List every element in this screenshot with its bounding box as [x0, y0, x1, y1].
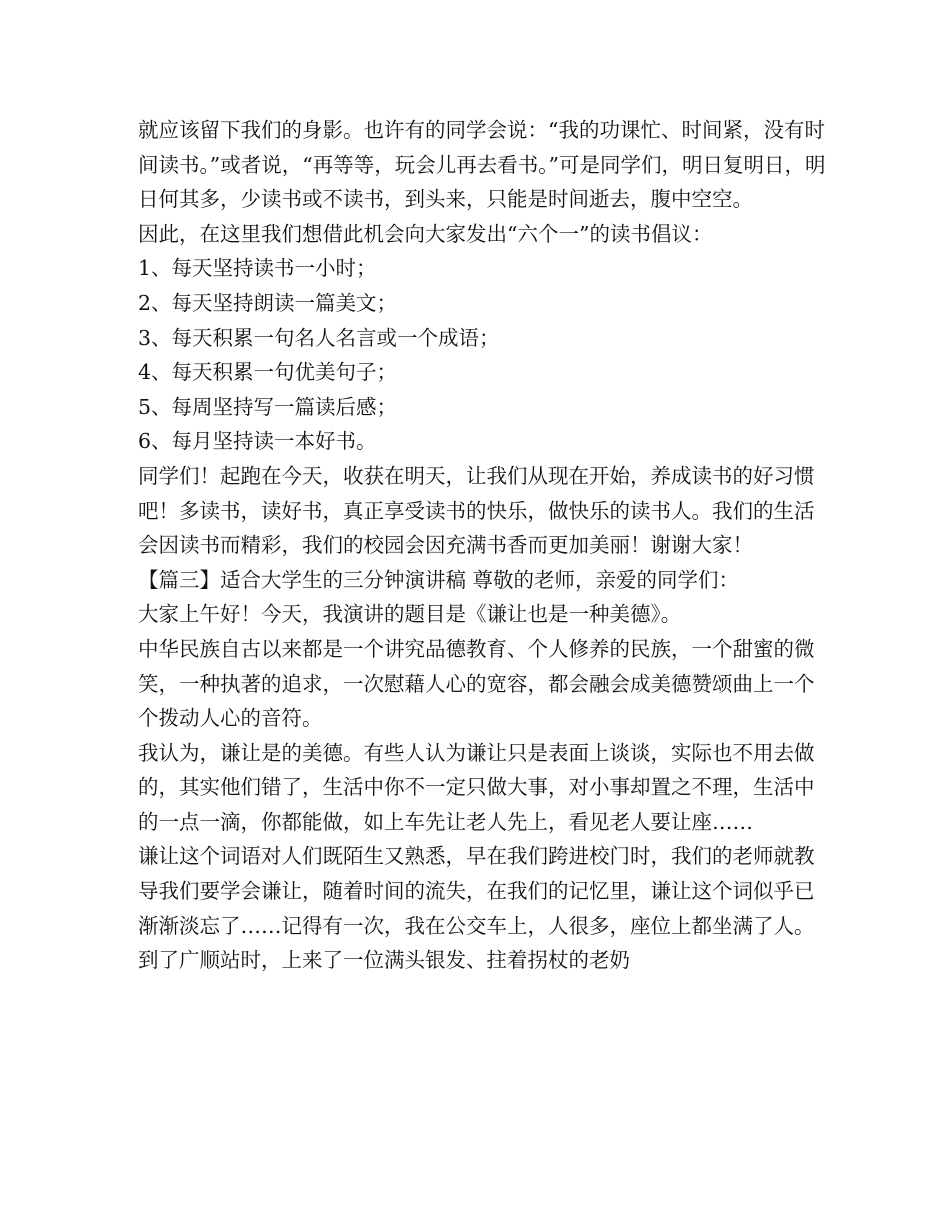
section-heading: 【篇三】适合大学生的三分钟演讲稿 尊敬的老师，亲爱的同学们：: [138, 567, 740, 592]
list-item-2: 2、每天坚持朗读一篇美文；: [138, 290, 398, 315]
paragraph-continuation: 就应该留下我们的身影。也许有的同学会说：“我的功课忙、时间紧，没有时间读书。”或者说，“再等等，玩会儿再去看书。”可是同学们，明日复明日，明日何其多，少读书或不读书，到头来，只能是时间逝去，腹中空空。: [138, 118, 826, 212]
document-body: [138, 113, 828, 978]
list-item-5: 5、每周坚持写一篇读后感；: [138, 394, 398, 419]
paragraph-opinion: 我认为，谦让是的美德。有些人认为谦让只是表面上谈谈，实际也不用去做的，其实他们错了，生活中你不一定只做大事，对小事却置之不理，生活中的一点一滴，你都能做，如上车先让老人先上，看见老人要让座……: [138, 740, 815, 834]
list-item-4: 4、每天积累一句优美句子；: [138, 360, 398, 385]
paragraph-story: 谦让这个词语对人们既陌生又熟悉，早在我们跨进校门时，我们的老师就教导我们要学会谦让，随着时间的流失，在我们的记忆里，谦让这个词似乎已渐渐淡忘了……记得有一次，我在公交车上，人很多，座位上都坐满了人。到了广顺站时，上来了一位满头银发、拄着拐杖的老奶: [138, 844, 815, 973]
list-item-1: 1、每天坚持读书一小时；: [138, 256, 377, 281]
paragraph-virtue: 中华民族自古以来都是一个讲究品德教育、个人修养的民族，一个甜蜜的微笑，一种执著的追求，一次慰藉人心的宽容，都会融会成美德赞颂曲上一个个拨动人心的音符。: [138, 636, 815, 731]
list-item-3: 3、每天积累一句名人名言或一个成语；: [138, 325, 500, 350]
paragraph-greeting: 大家上午好！今天，我演讲的题目是《谦让也是一种美德》。: [138, 602, 682, 627]
paragraph-proposal-intro: 因此，在这里我们想借此机会向大家发出“六个一”的读书倡议：: [138, 221, 713, 246]
list-item-6: 6、每月坚持读一本好书。: [138, 429, 377, 454]
paragraph-closing: 同学们！起跑在今天，收获在明天，让我们从现在开始，养成读书的好习惯吧！多读书，读好书，真正享受读书的快乐，做快乐的读书人。我们的生活会因读书而精彩，我们的校园会因充满书香而更加美丽！谢谢大家！: [138, 463, 815, 558]
